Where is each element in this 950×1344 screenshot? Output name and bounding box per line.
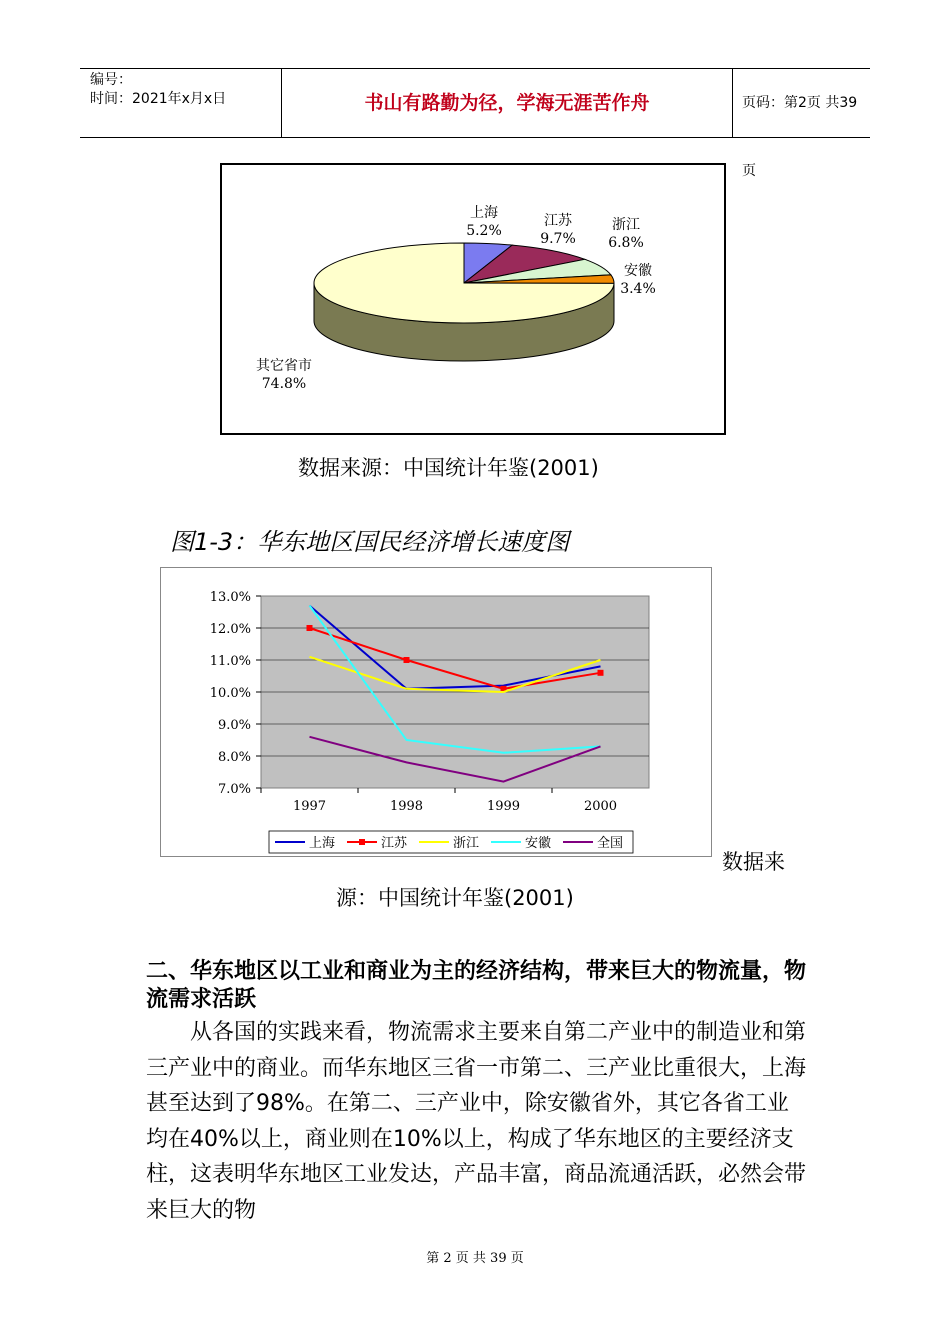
series-point — [307, 625, 313, 631]
legend-label: 浙江 — [453, 836, 480, 851]
header-motto: 书山有路勤为径，学海无涯苦作舟 — [282, 69, 733, 137]
series-point — [404, 657, 410, 663]
pie-label-name: 江苏 — [544, 213, 572, 229]
y-tick-label: 12.0% — [209, 622, 251, 637]
series-point — [598, 670, 604, 676]
pie-label-value: 3.4% — [620, 281, 656, 297]
pie-label-value: 6.8% — [608, 235, 644, 251]
document-number-label: 编号： — [90, 72, 132, 88]
page-header — [80, 68, 870, 179]
pie-chart-frame — [220, 163, 726, 435]
legend-marker — [359, 839, 365, 845]
legend-label: 江苏 — [381, 836, 408, 851]
section-heading: 二、华东地区以工业和商业为主的经济结构，带来巨大的物流量，物流需求活跃 — [146, 959, 807, 1012]
page-footer: 第 2 页 共 39 页 — [426, 1251, 524, 1266]
legend-label: 安徽 — [525, 836, 552, 851]
body-paragraph: 从各国的实践来看，物流需求主要来自第二产业中的制造业和第三产业中的商业。而华东地区三省一市第二、三产业比重很大，上海甚至达到了98%。在第二、三产业中，除安徽省外，其它各省工业均在40%以上，商业则在10%以上，构成了华东地区的主要经济支柱，这表明华东地区工业发达，产品丰富，商品流通活跃，必然会带来巨大的物 — [146, 1020, 807, 1223]
x-tick-label: 1997 — [292, 799, 327, 814]
pie-label-name: 浙江 — [612, 217, 640, 233]
x-tick-label: 1999 — [486, 799, 521, 814]
y-tick-label: 11.0% — [209, 654, 251, 669]
pie-label-name: 上海 — [470, 205, 498, 221]
document-time-label: 时间：2021年x月x日 — [90, 91, 227, 107]
y-tick-label: 8.0% — [217, 750, 251, 765]
pie-label-name: 安徽 — [624, 263, 652, 279]
y-tick-label: 10.0% — [209, 686, 251, 701]
pie-chart — [222, 165, 724, 433]
pie-label-value: 74.8% — [261, 376, 307, 392]
line-chart — [161, 568, 711, 856]
line-source-caption-part2: 源：中国统计年鉴(2001) — [336, 886, 574, 910]
header-meta — [80, 69, 282, 137]
legend-label: 全国 — [597, 836, 624, 851]
pie-source-caption: 数据来源：中国统计年鉴(2001) — [298, 456, 599, 480]
y-tick-label: 13.0% — [209, 590, 251, 605]
y-tick-label: 7.0% — [217, 782, 251, 797]
legend — [269, 831, 633, 853]
figure-title: 图1-3：华东地区国民经济增长速度图 — [170, 528, 570, 556]
pie-label-value: 5.2% — [466, 223, 502, 239]
line-chart-frame — [160, 567, 712, 857]
body-paragraph-container — [146, 1015, 806, 1229]
line-source-caption-part1: 数据来 — [722, 850, 785, 874]
y-tick-label: 9.0% — [217, 718, 251, 733]
pie-label-value: 9.7% — [540, 231, 576, 247]
x-tick-label: 2000 — [583, 799, 618, 814]
x-tick-label: 1998 — [389, 799, 424, 814]
legend-label: 上海 — [309, 836, 336, 851]
pie-label-name: 其它省市 — [256, 358, 312, 374]
header-page-number: 页码：第2页 共39页 — [742, 95, 858, 179]
